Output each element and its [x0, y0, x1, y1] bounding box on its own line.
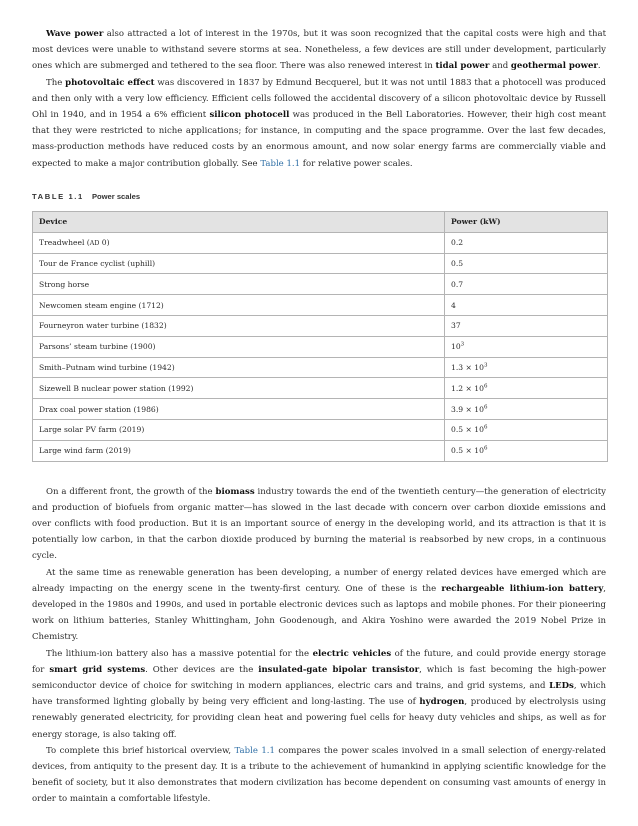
power-cell [445, 336, 608, 357]
table-row [33, 274, 608, 295]
power-value: 0.7 [451, 279, 464, 289]
power-value: 37 [451, 321, 461, 331]
device-cell [33, 316, 445, 337]
column-header-power: Power (kW) [445, 211, 608, 232]
bold-term: electric vehicles [312, 648, 392, 659]
text-run: The lithium-ion battery also has a massive potential for the [46, 648, 313, 659]
bold-term: hydrogen [419, 697, 465, 708]
power-value: 4 [451, 300, 456, 310]
device-cell [33, 295, 445, 316]
table-header-row [33, 211, 608, 232]
power-value: 0.5 × 10 [451, 425, 484, 435]
device-name: Drax coal power station (1986) [39, 404, 159, 414]
device-cell [33, 420, 445, 441]
paragraph [32, 646, 606, 743]
text-run: was discovered in 1837 by Edmund Becquerel, but it was not until 1883 that a photocell was produced and then only with a very low efficiency. Efficient cells followed the accidental discovery of a silicon photovoltaic device by Russell Ohl in 1940, and in 1954 a 6% efficient [32, 77, 606, 121]
device-cell [33, 253, 445, 274]
device-name-tail: 0) [99, 238, 110, 248]
power-value: 10 [451, 342, 461, 352]
text-run: of the future, and could provide energy storage for [32, 648, 606, 675]
table-row [33, 295, 608, 316]
power-exponent: 6 [483, 424, 488, 431]
text-run: for relative power scales. [300, 158, 413, 169]
text-run: The [46, 77, 66, 88]
power-exponent: 3 [460, 341, 465, 348]
column-header-device: Device [33, 211, 445, 232]
power-cell [445, 295, 608, 316]
bold-term: smart grid systems [49, 664, 146, 675]
intro-section [32, 26, 606, 172]
text-run: , produced by electrolysis using renewably generated electricity, for providing clean heat and powering fuel cells for heavy duty vehicles and ships, as well as for energy storage, is also taking off. [32, 697, 606, 740]
device-name: Large solar PV farm (2019) [39, 425, 145, 435]
table-row [33, 336, 608, 357]
power-value: 1.3 × 10 [451, 363, 484, 372]
table-row [33, 399, 608, 420]
text-run: , which have transformed lighting globally by being very efficient and long-lasting. The use of [32, 681, 606, 708]
text-run: also attracted a lot of interest in the 1970s, but it was soon recognized that the capital costs were high and that most devices were unable to withstand severe storms at sea. Nonetheless, a few devices are still under development, particularly ones which are submerged and tethered to the sea floor. There was also renewed interest in [32, 29, 607, 72]
power-cell [445, 378, 608, 399]
bold-term: photovoltaic effect [65, 77, 155, 88]
bold-term: geothermal power [510, 61, 598, 72]
device-name: Large wind farm (2019) [39, 446, 131, 456]
power-cell [445, 274, 608, 295]
power-cell [445, 440, 608, 461]
device-cell [33, 357, 445, 378]
power-exponent: 6 [483, 404, 488, 411]
power-value: 1.2 × 10 [451, 383, 484, 393]
text-run: was produced in the Bell Laboratories. However, their high cost meant that they were restricted to niche applications; for instance, in computing and the space programme. Over the last few decades, mass-production methods have reduced costs by an enormous amount, and now solar energy farms are commercially viable and expected to make a major contribution globally. See [32, 110, 606, 169]
device-name: Fourneyron water turbine (1832) [39, 321, 167, 331]
device-name: Sizewell B nuclear power station (1992) [39, 383, 194, 393]
text-run: industry towards the end of the twentieth century—the generation of electricity and production of biofuels from organic matter—has slowed in the last decade with concern over carbon dioxide emissions and over conflicts with food production. But it is an important source of energy in the developing world, and its attraction is that it is potentially low carbon, in that the carbon dioxide produced by burning the material is reabsorbed by new crops, in a continuous cycle. [32, 486, 606, 562]
paragraph [32, 484, 606, 565]
power-value: 0.5 × 10 [451, 446, 484, 456]
power-value: 3.9 × 10 [451, 404, 484, 414]
power-exponent: 6 [483, 383, 488, 390]
power-value: 0.2 [451, 238, 464, 248]
power-scales-table [32, 211, 608, 462]
device-name: Treadwheel ( [39, 238, 90, 248]
device-cell [33, 399, 445, 420]
power-cell [445, 232, 608, 253]
device-name: Strong horse [39, 279, 90, 289]
device-cell [33, 274, 445, 295]
table-row [33, 440, 608, 461]
text-run: and [489, 61, 511, 72]
device-cell [33, 336, 445, 357]
text-run: On a different front, the growth of the [46, 486, 216, 497]
text-run: compares the power scales involved in a small selection of energy-related devices, from antiquity to the present day. It is a tribute to the achievement of humankind in applying scientific knowledge for the benefit of society, but it also demonstrates that modern civilization has become dependent on consuming vast amounts of energy in order to maintain a comfortable lifestyle. [32, 745, 606, 805]
text-run: At the same time as renewable generation has been developing, a number of energy related devices have emerged which are already impacting on the energy scene in the twenty-first century. One of these is the [32, 567, 606, 594]
table-row [33, 420, 608, 441]
paragraph [32, 26, 606, 75]
bold-term: biomass [215, 486, 255, 497]
table-row [33, 357, 608, 378]
power-exponent: 3 [483, 362, 488, 369]
power-cell [445, 357, 608, 378]
device-cell [33, 440, 445, 461]
text-run: . Other devices are the [145, 664, 259, 675]
text-run: , developed in the 1980s and 1990s, and used in portable electronic devices such as laptops and mobile phones. For their pioneering work on lithium batteries, Stanley Whittingham, John Goodenough, and Akira Yoshino were awarded the 2019 Nobel Prize in Chemistry. [32, 583, 606, 643]
power-cell [445, 253, 608, 274]
bold-term: Wave power [46, 29, 104, 39]
device-cell [33, 232, 445, 253]
table-label: TABLE 1.1 [32, 191, 84, 201]
era-abbreviation: AD [89, 240, 100, 248]
device-name: Parsons’ steam turbine (1900) [39, 342, 156, 352]
paragraph [32, 743, 606, 808]
text-run: , which is fast becoming the high-power semiconductor device of choice for switching in modern appliances, electric cars and trains, and grid systems, and [32, 664, 606, 692]
device-name: Tour de France cyclist (uphill) [39, 259, 156, 269]
bold-term: tidal power [435, 61, 490, 72]
power-value: 0.5 [451, 259, 464, 269]
power-cell [445, 420, 608, 441]
table-row [33, 232, 608, 253]
table-row [33, 378, 608, 399]
power-cell [445, 399, 608, 420]
paragraph [32, 75, 606, 172]
device-name: Smith–Putnam wind turbine (1942) [39, 363, 175, 372]
bold-term: rechargeable lithium-ion battery [441, 583, 604, 594]
text-run: To complete this brief historical overview, [46, 745, 235, 756]
table-body [33, 232, 608, 461]
bold-term: insulated-gate bipolar transistor [258, 664, 420, 675]
table-reference-link[interactable]: Table 1.1 [234, 745, 275, 756]
bold-term: silicon photocell [209, 110, 290, 121]
paragraph [32, 565, 606, 646]
table-row [33, 316, 608, 337]
table-caption [32, 192, 606, 201]
text-run: . [597, 61, 601, 72]
power-cell [445, 316, 608, 337]
device-name: Newcomen steam engine (1712) [39, 300, 164, 310]
table-row [33, 253, 608, 274]
closing-section [32, 484, 606, 808]
table-reference-link[interactable]: Table 1.1 [260, 158, 301, 169]
table-title: Power scales [91, 191, 141, 201]
bold-term: LEDs [549, 681, 574, 692]
device-cell [33, 378, 445, 399]
power-exponent: 6 [483, 445, 488, 452]
